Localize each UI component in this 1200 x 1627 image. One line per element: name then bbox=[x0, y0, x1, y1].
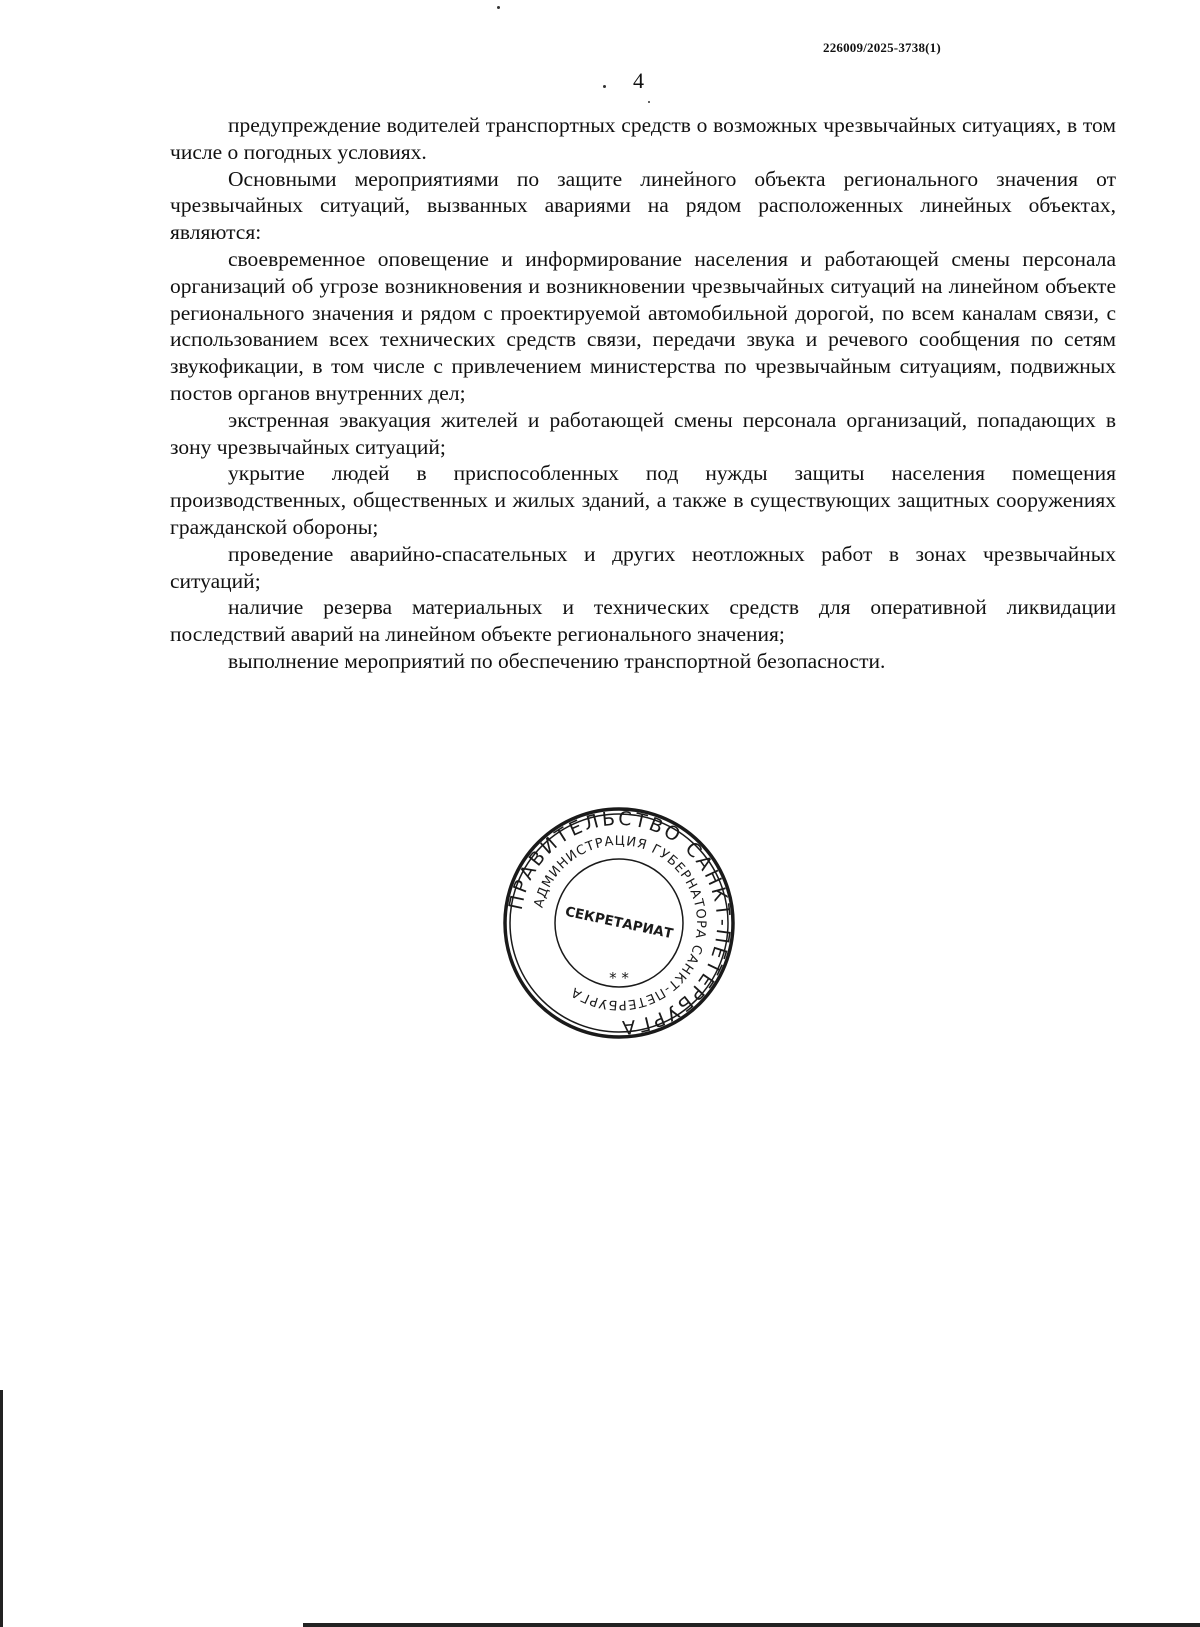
scan-bottom-edge-artifact bbox=[303, 1623, 1200, 1627]
official-seal-stamp bbox=[501, 805, 737, 1041]
seal-outer-text: ПРАВИТЕЛЬСТВО САНКТ-ПЕТЕРБУРГА bbox=[504, 807, 735, 1039]
scan-speck bbox=[648, 101, 650, 103]
paragraph-warning-drivers: предупреждение водителей транспортных средств о возможных чрезвычайных ситуациях, в том числе о погодных условиях. bbox=[170, 113, 1116, 164]
paragraph-rescue-works: проведение аварийно-спасательных и других неотложных работ в зонах чрезвычайных ситуаций; bbox=[170, 541, 1116, 593]
seal-center-text: СЕКРЕТАРИАТ bbox=[563, 903, 675, 943]
scan-speck bbox=[497, 6, 500, 9]
document-body bbox=[170, 112, 1116, 675]
paragraph-reserve: наличие резерва материальных и технических средств для оперативной ликвидации последствий аварий на линейном объекте регионального значения; bbox=[170, 595, 1116, 647]
seal-stars: * * bbox=[609, 969, 629, 987]
document-registration-number: 226009/2025-3738(1) bbox=[823, 40, 941, 55]
page-number: 4 bbox=[633, 68, 644, 93]
paragraph-notification: своевременное оповещение и информирование населения и работающей смены персонала организаций об угрозе возникновения и возникновении чрезвычайных ситуаций на линейном объекте регионального значения и рядом с проектируемой автомобильной дорогой, по всем каналам связи, с использованием всех технических средств связи, передачи звука и речевого сообщения по сетям звукофикации, в том числе с привлечением министерства по чрезвычайным ситуациям, подвижных постов органов внутренних дел; bbox=[170, 246, 1116, 405]
paragraph-main-measures: Основными мероприятиями по защите линейного объекта регионального значения от чрезвычайных ситуаций, вызванных авариями на рядом расположенных линейных объектах, являются: bbox=[170, 166, 1116, 245]
paragraph-shelter: укрытие людей в приспособленных под нужды защиты населения помещения производственных, общественных и жилых зданий, а также в существующих защитных сооружениях гражданской обороны; bbox=[170, 461, 1116, 539]
scan-speck bbox=[603, 85, 606, 88]
scan-left-edge-artifact bbox=[0, 1390, 3, 1627]
seal-inner-text: АДМИНИСТРАЦИЯ ГУБЕРНАТОРА САНКТ-ПЕТЕРБУРГА bbox=[531, 833, 709, 1013]
paragraph-evacuation: экстренная эвакуация жителей и работающей смены персонала организаций, попадающих в зону чрезвычайных ситуаций; bbox=[170, 407, 1116, 459]
paragraph-transport-security: выполнение мероприятий по обеспечению транспортной безопасности. bbox=[228, 648, 886, 673]
